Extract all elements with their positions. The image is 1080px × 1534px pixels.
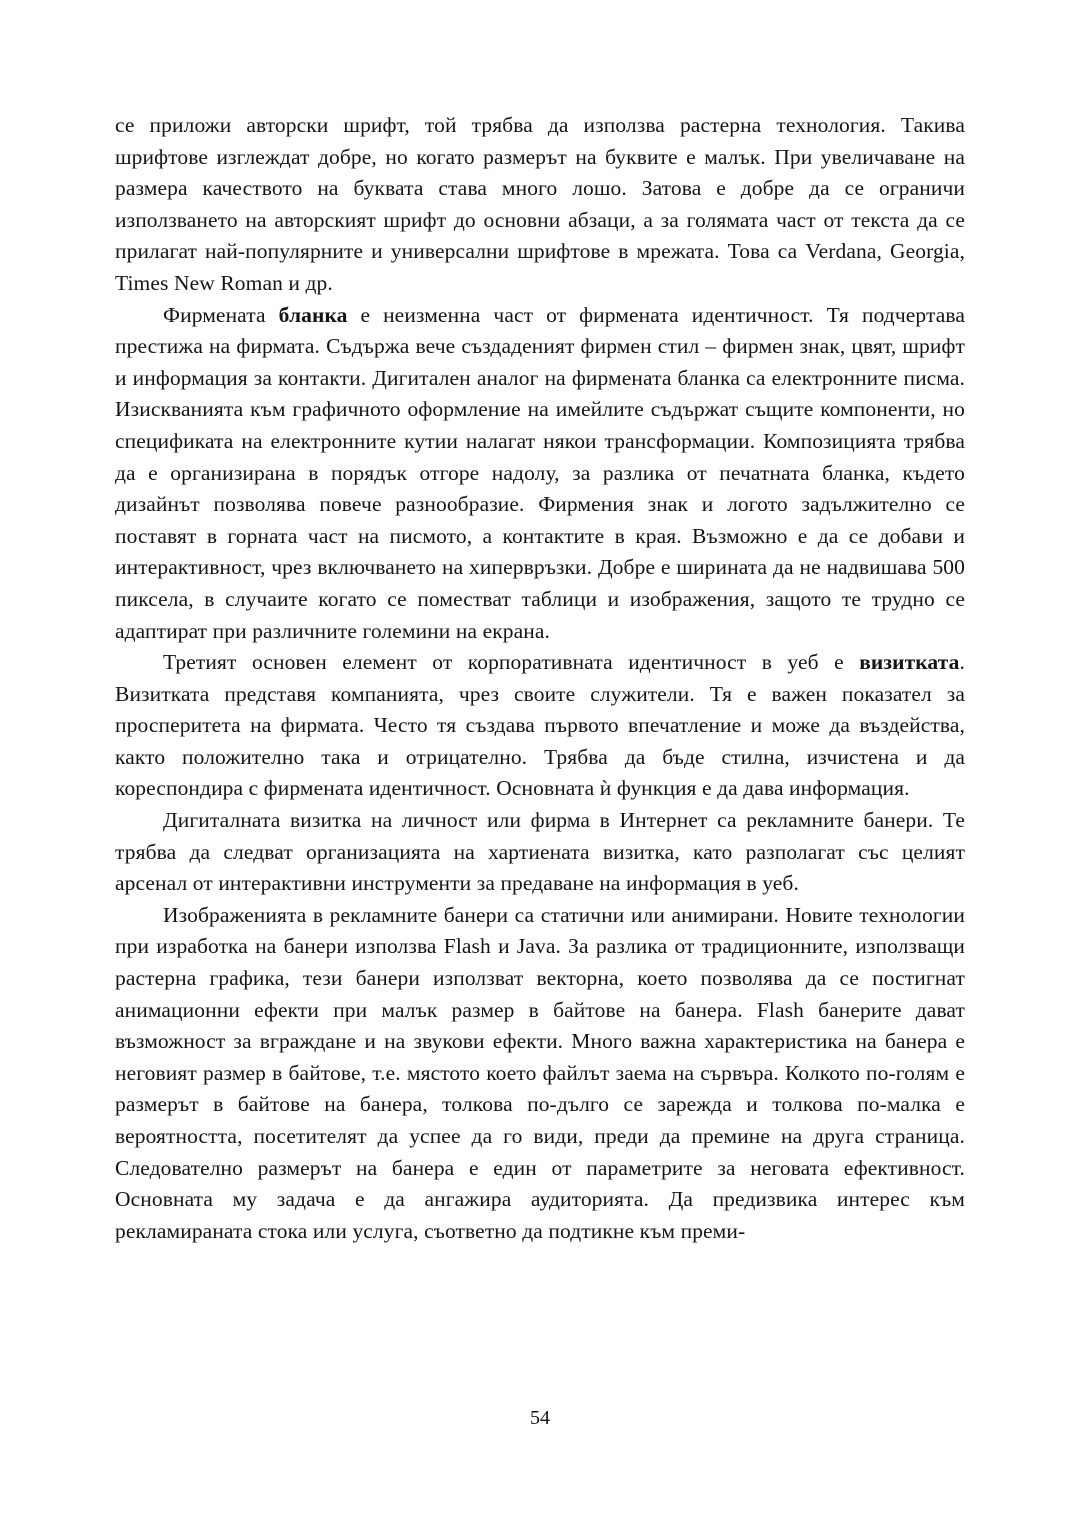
bold-text-run: бланка xyxy=(278,302,348,327)
text-run: Фирмената xyxy=(163,302,279,327)
text-block xyxy=(115,110,965,1247)
text-run: . Визитката представя компанията, чрез своите служители. Тя е важен показател за просперитета на фирмата. Често тя създава първото впечатление и може да въздейства, както положително така и отрицателно. Трябва да бъде стилна, изчистена и да кореспондира с фирмената идентичност. Основната ѝ функция е да дава информация. xyxy=(115,650,965,801)
text-run: Третият основен елемент от корпоративната идентичност в уеб е xyxy=(163,650,860,675)
text-run: се приложи авторски шрифт, той трябва да използва растерна технология. Такива шрифтове изглеждат добре, но когато размерът на буквите е малък. При увеличаване на размера качеството на буквата става много лошо. Затова е добре да се ограничи използването на авторският шрифт до основни абзаци, а за голямата част от текста да се прилагат най-популярните и универсални шрифтове в мрежата. Това са Verdana, Georgia, Times New Roman и др. xyxy=(115,113,965,295)
page-number: 54 xyxy=(530,1407,550,1429)
text-run: Изображенията в рекламните банери са статични или анимирани. Новите технологии при изработка на банери използва Flash и Java. За разлика от традиционните, използващи растерна графика, тези банери използват векторна, което позволява да се постигнат анимационни ефекти при малък размер в байтове на банера. Flash банерите дават възможност за вграждане и на звукови ефекти. Много важна характеристика на банера е неговият размер в байтове, т.е. мястото което файлът заема на сървъра. Колкото по-голям е размерът в байтове на банера, толкова по-дълго се зарежда и толкова по-малка е вероятността, посетителят да успее да го види, преди да премине на друга страница. Следователно размерът на банера е един от параметрите за неговата ефективност. Основната му задача е да ангажира аудиторията. Да предизвика интерес към рекламираната стока или услуга, съответно да подтикне към преми- xyxy=(115,902,965,1243)
bold-text-run: визитката xyxy=(859,650,960,675)
text-run: е неизменна част от фирмената идентичност. Тя подчертава престижа на фирмата. Съдържа вече създаденият фирмен стил – фирмен знак, цвят, шрифт и информация за контакти. Дигитален аналог на фирмената бланка са електронните писма. Изискванията към графичното оформление на имейлите съдържат същите компоненти, но спецификата на електронните кутии налагат някои трансформации. Композицията трябва да е организирана в порядък отгоре надолу, за разлика от печатната бланка, където дизайнът позволява повече разнообразие. Фирмения знак и логото задължително се поставят в горната част на писмото, а контактите в края. Възможно е да се добави и интерактивност, чрез включването на хипервръзки. Добре е ширината да не надвишава 500 пиксела, в случаите когато се поместват таблици и изображения, защото те трудно се адаптират при различните големини на екрана. xyxy=(115,302,965,643)
paragraph xyxy=(115,805,965,900)
text-run: Дигиталната визитка на личност или фирма в Интернет са рекламните банери. Те трябва да следват организацията на хартиената визитка, като разполагат със целият арсенал от интерактивни инструменти за предаване на информация в уеб. xyxy=(115,808,965,896)
paragraph xyxy=(115,300,965,648)
paragraph xyxy=(115,110,965,300)
paragraph xyxy=(115,900,965,1248)
paragraph xyxy=(115,647,965,805)
